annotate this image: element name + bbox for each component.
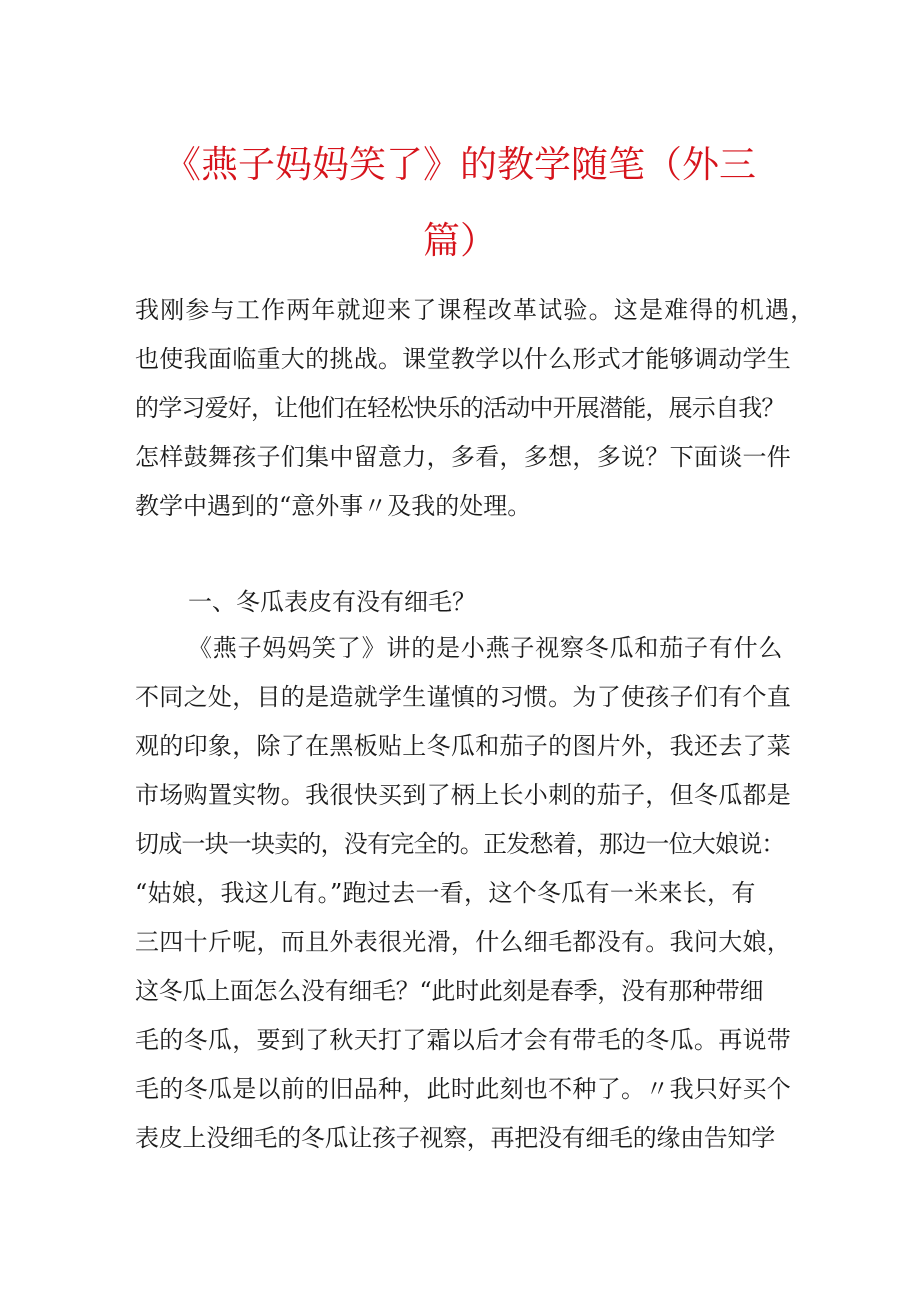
intro-line-5: 教学中遇到的“意外事〃及我的处理。 [135,492,532,520]
section-line-11: 表皮上没细毛的冬瓜让孩子视察，再把没有细毛的缘由告知学 [135,1124,775,1152]
section-line-2: 不同之处，目的是造就学生谨慎的习惯。为了使孩子们有个直 [135,683,792,711]
section-line-4: 市场购置实物。我很快买到了柄上长小刺的茄子，但冬瓜都是 [135,781,792,809]
section-line-10: 毛的冬瓜是以前的旧品种，此时此刻也不种了。〃我只好买个 [135,1075,792,1103]
document-title-line-2: 篇） [423,219,497,262]
section-heading: 一、冬瓜表皮有没有细毛？ [188,588,476,616]
intro-line-1: 我刚参与工作两年就迎来了课程改革试验。这是难得的机遇， [135,296,816,324]
section-line-9: 毛的冬瓜，要到了秋天打了霜以后才会有带毛的冬瓜。再说带 [135,1026,792,1054]
section-line-1: 《燕子妈妈笑了》讲的是小燕子视察冬瓜和茄子有什么 [188,634,784,662]
intro-line-3: 的学习爱好，让他们在轻松快乐的活动中开展潜能，展示自我？ [135,394,785,422]
section-line-5: 切成一块一块卖的，没有完全的。正发愁着，那边一位大娘说： [135,830,785,858]
intro-line-4: 怎样鼓舞孩子们集中留意力，多看，多想，多说？下面谈一件 [135,443,792,471]
section-line-3: 观的印象，除了在黑板贴上冬瓜和茄子的图片外，我还去了菜 [135,732,792,760]
document-title-line-1: 《燕子妈妈笑了》的教学随笔（外三 [164,143,756,186]
section-line-7: 三四十斤呢，而且外表很光滑，什么细毛都没有。我问大娘， [135,928,792,956]
section-line-8: 这冬瓜上面怎么没有细毛？“此时此刻是春季，没有那种带细 [135,977,764,1005]
section-line-6: “姑娘，我这儿有。”跑过去一看，这个冬瓜有一米来长，有 [135,879,756,907]
intro-line-2: 也使我面临重大的挑战。课堂教学以什么形式才能够调动学生 [135,345,792,373]
